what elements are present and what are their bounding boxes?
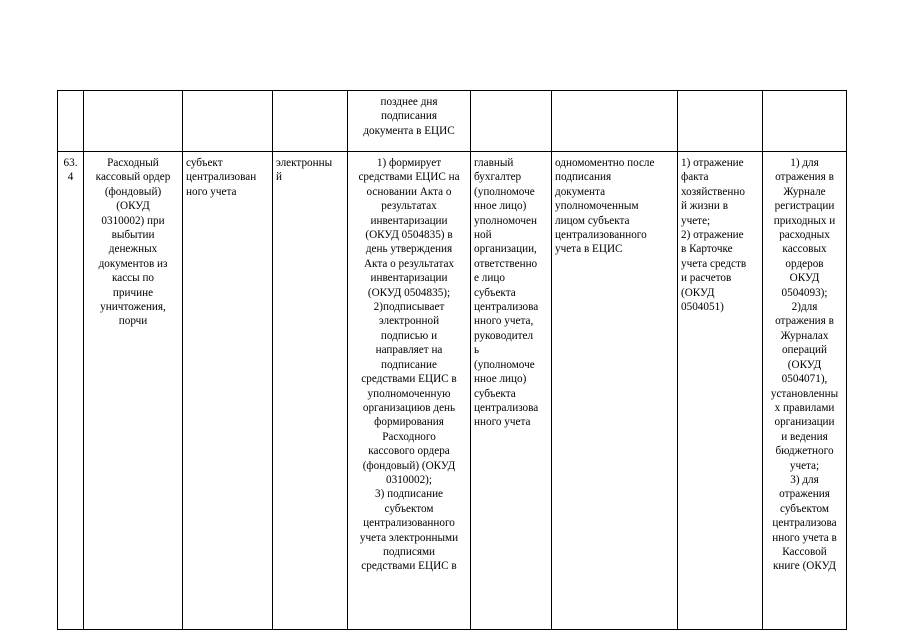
table-row [58,152,847,630]
cell-registers [763,91,847,152]
deadline-cell: одномоментно после подписания документа уполномоченным лицом субъекта централизованного учета в ЕЦИС [552,152,678,630]
form-cell: электронны й [273,152,348,630]
cell-form [273,91,348,152]
signers-cell: главный бухгалтер (уполномоче нное лицо) уполномочен ной организации, ответственно е лицо субъекта централизова нного учета, руководител ь (уполномоче нное лицо) субъекта централизова нного учета [471,152,552,630]
cell-reflection [678,91,763,152]
cell-number [58,91,84,152]
cell-procedure: позднее дня подписания документа в ЕЦИС [348,91,471,152]
cell-signers [471,91,552,152]
document-table [57,90,847,630]
reflection-cell: 1) отражение факта хозяйственно й жизни в учете; 2) отражение в Карточке учета средств и расчетов (ОКУД 0504051) [678,152,763,630]
cell-deadline [552,91,678,152]
registers-cell: 1) для отражения в Журнале регистрации приходных и расходных кассовых ордеров ОКУД 0504093); 2)для отражения в Журналах операций (ОКУД 0504071), установленны х правилами организации и ведения бюджетного учета; 3) для отражения субъектом централизова нного учета в Кассовой книге (ОКУД [763,152,847,630]
row-number: 63. 4 [58,152,84,630]
cell-document [84,91,183,152]
document-name-cell: Расходный кассовый ордер (фондовый) (ОКУД 0310002) при выбытии денежных документов из кассы по причине уничтожения, порчи [84,152,183,630]
cell-creator [183,91,273,152]
creator-cell: субъект централизован ного учета [183,152,273,630]
continuation-row [58,91,847,152]
procedure-cell: 1) формирует средствами ЕЦИС на основании Акта о результатах инвентаризации (ОКУД 0504835) в день утверждения Акта о результатах инвентаризации (ОКУД 0504835); 2)подписывает электронной подписью и направляет на подписание средствами ЕЦИС в уполномоченную организациюв день формирования Расходного кассового ордера (фондовый) (ОКУД 0310002); 3) подписание субъектом централизованного учета электронными подписями средствами ЕЦИС в [348,152,471,630]
